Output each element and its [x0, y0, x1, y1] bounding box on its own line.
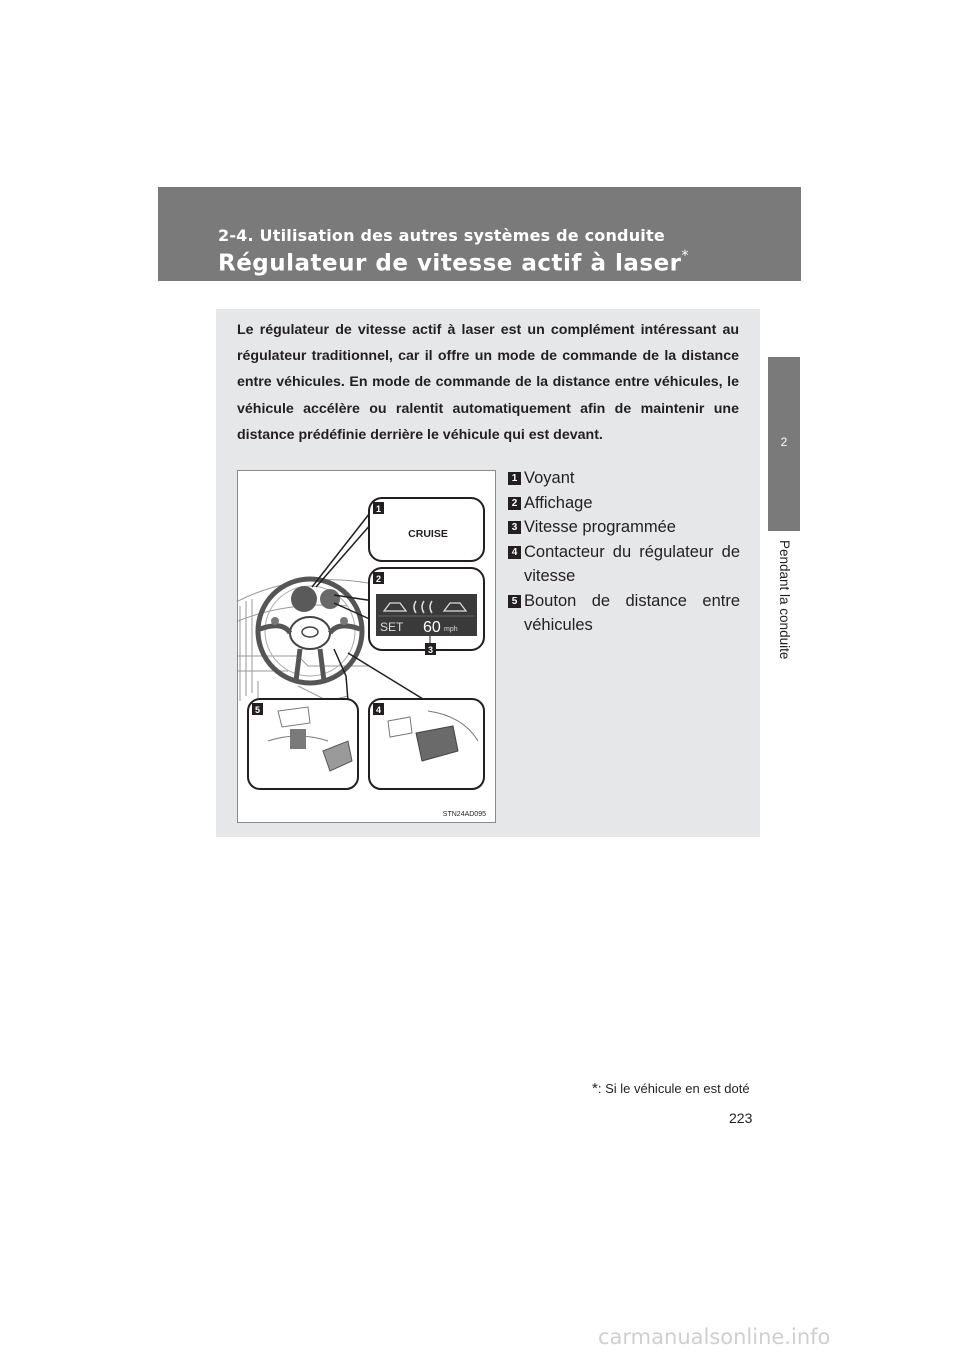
footnote-asterisk: * — [592, 1080, 598, 1097]
legend-number: 5 — [508, 595, 521, 608]
marker-3-label: 3 — [427, 645, 434, 655]
legend-number: 4 — [508, 546, 521, 559]
display-set-text: SET — [380, 620, 404, 634]
legend-label: Vitesse programmée — [524, 518, 676, 536]
legend-number: 1 — [508, 472, 521, 485]
page-number: 223 — [729, 1110, 753, 1126]
legend-number: 3 — [508, 521, 521, 534]
multi-info-display — [376, 594, 477, 636]
chapter-tab-number: 2 — [780, 435, 788, 449]
legend-number: 2 — [508, 497, 521, 510]
display-speed-text: 60 — [423, 619, 441, 636]
marker-1-label: 1 — [375, 504, 382, 514]
legend-label: Contacteur du régulateur de vitesse — [524, 542, 740, 585]
marker-5-label: 5 — [254, 705, 261, 715]
watermark: carmanualsonline.info — [598, 1325, 831, 1349]
title-asterisk: * — [681, 248, 690, 264]
legend-label: Bouton de distance entre véhicules — [524, 591, 740, 634]
figure-code: STN24AD095 — [442, 811, 486, 818]
page-title-text: Régulateur de vitesse actif à laser — [218, 250, 682, 277]
legend-item — [508, 491, 740, 516]
legend-item — [508, 589, 740, 638]
legend-item — [508, 540, 740, 589]
footnote-text: : Si le véhicule en est doté — [597, 1081, 750, 1096]
chapter-side-label — [776, 540, 794, 680]
illustration-figure — [237, 470, 496, 823]
legend-item — [508, 515, 740, 540]
marker-2-label: 2 — [375, 574, 382, 584]
intro-paragraph: Le régulateur de vitesse actif à laser est un complément intéressant au régulateur traditionnel, car il offre un mode de commande de la distance entre véhicules. En mode de commande de la distance entre véhicules, le véhicule accélère ou ralentit automatiquement afin de maintenir une distance prédéfinie derrière le véhicule qui est devant. — [237, 322, 739, 443]
section-label: 2-4. Utilisation des autres systèmes de conduite — [218, 226, 665, 245]
dashboard-illustration — [238, 471, 495, 822]
page-title — [218, 250, 689, 277]
chapter-side-label-text: Pendant la conduite — [777, 540, 792, 660]
speedometer-gauge — [291, 586, 317, 612]
legend-item — [508, 466, 740, 491]
marker-4-label: 4 — [375, 705, 382, 715]
distance-button-shape — [290, 729, 306, 749]
display-unit-text: mph — [444, 626, 458, 633]
legend-label: Affichage — [524, 493, 593, 512]
legend-list — [508, 466, 740, 638]
tachometer-gauge — [320, 589, 340, 609]
legend-label: Voyant — [524, 469, 575, 487]
footnote — [592, 1080, 750, 1097]
cruise-indicator-text: CRUISE — [408, 528, 448, 540]
